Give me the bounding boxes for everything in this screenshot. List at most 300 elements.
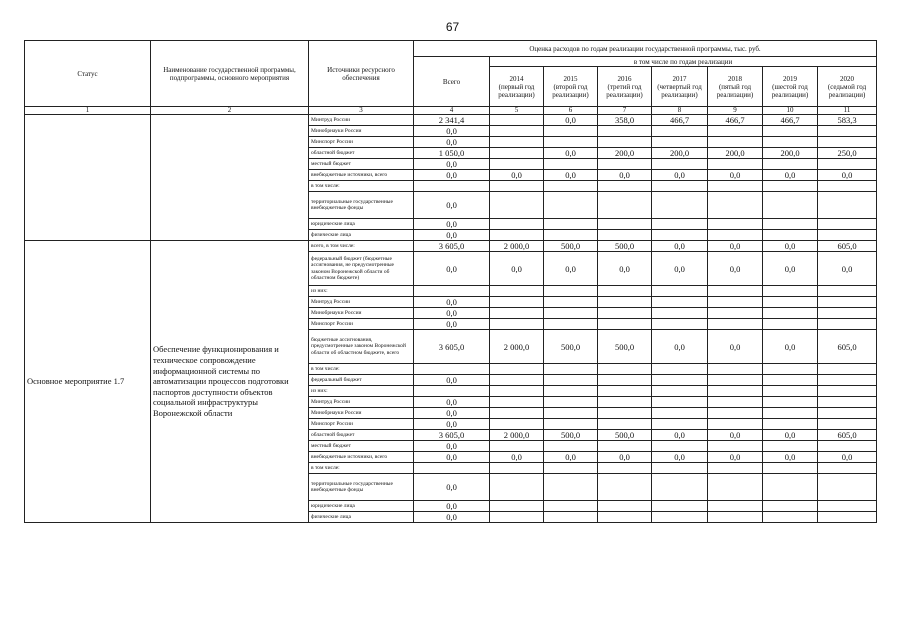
header-year-label: 2015 xyxy=(563,74,578,83)
source-cell: Минобрнауки России xyxy=(309,126,414,137)
year-value-cell: 466,7 xyxy=(763,115,818,126)
year-value-cell xyxy=(818,181,877,192)
column-number: 1 xyxy=(25,107,151,115)
year-value-cell xyxy=(818,286,877,297)
year-value-cell: 500,0 xyxy=(598,430,652,441)
year-value-cell xyxy=(598,230,652,241)
year-value-cell xyxy=(490,230,544,241)
year-value-cell xyxy=(598,137,652,148)
year-value-cell: 500,0 xyxy=(544,430,598,441)
year-value-cell: 2 000,0 xyxy=(490,241,544,252)
source-cell: Минобрнауки России xyxy=(309,308,414,319)
year-value-cell: 0,0 xyxy=(544,252,598,286)
year-value-cell: 466,7 xyxy=(652,115,708,126)
year-value-cell xyxy=(544,386,598,397)
year-value-cell xyxy=(544,181,598,192)
year-value-cell xyxy=(544,192,598,219)
year-value-cell: 0,0 xyxy=(652,170,708,181)
year-value-cell xyxy=(763,297,818,308)
year-value-cell xyxy=(652,192,708,219)
year-value-cell: 583,3 xyxy=(818,115,877,126)
year-value-cell xyxy=(652,308,708,319)
year-value-cell xyxy=(818,441,877,452)
year-value-cell xyxy=(708,408,763,419)
source-cell: в том числе: xyxy=(309,463,414,474)
header-name: Наименование государственной программы, подпрограммы, основного мероприятия xyxy=(151,41,309,107)
year-value-cell xyxy=(818,159,877,170)
year-value-cell xyxy=(544,319,598,330)
header-year-note: (первый год реализации) xyxy=(498,82,535,99)
source-cell: Минтруд России xyxy=(309,115,414,126)
year-value-cell xyxy=(544,219,598,230)
column-number: 4 xyxy=(414,107,490,115)
year-value-cell xyxy=(818,219,877,230)
year-value-cell xyxy=(818,512,877,523)
header-year-label: 2020 xyxy=(840,74,855,83)
year-value-cell: 0,0 xyxy=(598,170,652,181)
year-value-cell xyxy=(544,474,598,501)
source-cell: физические лица xyxy=(309,230,414,241)
year-value-cell xyxy=(598,512,652,523)
source-cell: в том числе: xyxy=(309,181,414,192)
year-value-cell: 250,0 xyxy=(818,148,877,159)
total-cell xyxy=(414,463,490,474)
year-value-cell xyxy=(763,126,818,137)
total-cell: 0,0 xyxy=(414,297,490,308)
year-value-cell xyxy=(708,512,763,523)
year-value-cell xyxy=(598,308,652,319)
source-cell: местный бюджет xyxy=(309,159,414,170)
total-cell: 0,0 xyxy=(414,126,490,137)
header-year-label: 2017 xyxy=(672,74,687,83)
year-value-cell xyxy=(652,297,708,308)
year-value-cell xyxy=(544,364,598,375)
year-value-cell xyxy=(763,474,818,501)
header-year xyxy=(708,67,763,107)
year-value-cell xyxy=(598,126,652,137)
year-value-cell xyxy=(598,297,652,308)
year-value-cell xyxy=(818,364,877,375)
name-cell-blank xyxy=(151,115,309,241)
year-value-cell xyxy=(818,386,877,397)
year-value-cell xyxy=(818,419,877,430)
year-value-cell xyxy=(763,308,818,319)
source-cell: бюджетные ассигнования, предусмотренные законом Воронежской области об областном бюджете, всего xyxy=(309,330,414,364)
year-value-cell xyxy=(490,126,544,137)
year-value-cell xyxy=(763,386,818,397)
year-value-cell xyxy=(544,308,598,319)
year-value-cell: 0,0 xyxy=(544,148,598,159)
year-value-cell xyxy=(652,419,708,430)
total-cell: 0,0 xyxy=(414,419,490,430)
year-value-cell xyxy=(652,512,708,523)
activity-status: Основное мероприятие 1.7 xyxy=(25,241,151,523)
year-value-cell: 0,0 xyxy=(652,330,708,364)
year-value-cell xyxy=(708,219,763,230)
year-value-cell xyxy=(708,375,763,386)
year-value-cell xyxy=(490,286,544,297)
header-estimate: Оценка расходов по годам реализации государственной программы, тыс. руб. xyxy=(414,41,877,57)
year-value-cell xyxy=(818,192,877,219)
year-value-cell xyxy=(652,441,708,452)
year-value-cell: 605,0 xyxy=(818,430,877,441)
year-value-cell xyxy=(544,408,598,419)
year-value-cell: 0,0 xyxy=(544,452,598,463)
year-value-cell xyxy=(598,474,652,501)
year-value-cell xyxy=(490,512,544,523)
year-value-cell: 0,0 xyxy=(490,452,544,463)
total-cell: 0,0 xyxy=(414,474,490,501)
year-value-cell xyxy=(708,159,763,170)
total-cell: 0,0 xyxy=(414,219,490,230)
column-number: 3 xyxy=(309,107,414,115)
year-value-cell xyxy=(763,230,818,241)
year-value-cell: 466,7 xyxy=(708,115,763,126)
year-value-cell: 0,0 xyxy=(708,430,763,441)
year-value-cell: 0,0 xyxy=(708,170,763,181)
year-value-cell xyxy=(652,230,708,241)
year-value-cell: 500,0 xyxy=(598,241,652,252)
year-value-cell xyxy=(490,375,544,386)
total-cell: 0,0 xyxy=(414,408,490,419)
source-cell: из них: xyxy=(309,286,414,297)
year-value-cell xyxy=(763,419,818,430)
header-year-note: (третий год реализации) xyxy=(606,82,643,99)
year-value-cell xyxy=(652,286,708,297)
year-value-cell xyxy=(763,364,818,375)
total-cell: 0,0 xyxy=(414,375,490,386)
year-value-cell xyxy=(652,463,708,474)
header-year-note: (четвертый год реализации) xyxy=(657,82,702,99)
source-cell: Минспорт России xyxy=(309,319,414,330)
source-cell: областной бюджет xyxy=(309,148,414,159)
year-value-cell xyxy=(598,501,652,512)
year-value-cell xyxy=(490,386,544,397)
year-value-cell xyxy=(544,463,598,474)
year-value-cell xyxy=(763,219,818,230)
year-value-cell: 0,0 xyxy=(652,252,708,286)
total-cell: 0,0 xyxy=(414,452,490,463)
year-value-cell xyxy=(544,441,598,452)
year-value-cell xyxy=(708,319,763,330)
year-value-cell: 0,0 xyxy=(818,452,877,463)
year-value-cell: 0,0 xyxy=(818,170,877,181)
source-cell: территориальные государственные внебюджетные фонды xyxy=(309,474,414,501)
source-cell: юридические лица xyxy=(309,501,414,512)
year-value-cell: 605,0 xyxy=(818,241,877,252)
year-value-cell xyxy=(598,441,652,452)
total-cell: 0,0 xyxy=(414,512,490,523)
column-number: 6 xyxy=(544,107,598,115)
status-cell-blank xyxy=(25,115,151,241)
column-number: 10 xyxy=(763,107,818,115)
year-value-cell xyxy=(490,297,544,308)
year-value-cell xyxy=(763,441,818,452)
year-value-cell xyxy=(708,308,763,319)
year-value-cell xyxy=(652,501,708,512)
total-cell: 3 605,0 xyxy=(414,430,490,441)
year-value-cell xyxy=(818,319,877,330)
year-value-cell xyxy=(598,397,652,408)
total-cell: 3 605,0 xyxy=(414,330,490,364)
year-value-cell: 0,0 xyxy=(652,430,708,441)
header-year xyxy=(490,67,544,107)
year-value-cell xyxy=(818,126,877,137)
total-cell: 0,0 xyxy=(414,319,490,330)
year-value-cell xyxy=(708,397,763,408)
year-value-cell xyxy=(763,463,818,474)
year-value-cell xyxy=(598,319,652,330)
total-cell: 0,0 xyxy=(414,230,490,241)
year-value-cell xyxy=(490,397,544,408)
year-value-cell xyxy=(818,463,877,474)
total-cell: 0,0 xyxy=(414,159,490,170)
year-value-cell xyxy=(708,230,763,241)
year-value-cell xyxy=(490,148,544,159)
header-year-label: 2016 xyxy=(617,74,632,83)
total-cell xyxy=(414,386,490,397)
year-value-cell xyxy=(818,408,877,419)
year-value-cell xyxy=(544,230,598,241)
budget-table xyxy=(24,40,877,523)
year-value-cell xyxy=(544,419,598,430)
year-value-cell: 0,0 xyxy=(544,170,598,181)
year-value-cell xyxy=(652,219,708,230)
header-year-note: (шестой год реализации) xyxy=(771,82,809,99)
year-value-cell xyxy=(652,319,708,330)
header-total: Всего xyxy=(414,57,490,107)
header-year-label: 2014 xyxy=(509,74,524,83)
total-cell: 1 050,0 xyxy=(414,148,490,159)
year-value-cell xyxy=(598,419,652,430)
year-value-cell xyxy=(708,181,763,192)
year-value-cell: 0,0 xyxy=(598,252,652,286)
year-value-cell: 0,0 xyxy=(708,241,763,252)
header-year xyxy=(544,67,598,107)
source-cell: внебюджетные источники, всего xyxy=(309,170,414,181)
year-value-cell xyxy=(598,463,652,474)
year-value-cell xyxy=(708,419,763,430)
header-year-label: 2019 xyxy=(783,74,797,83)
header-including: в том числе по годам реализации xyxy=(490,57,877,67)
year-value-cell xyxy=(818,297,877,308)
year-value-cell xyxy=(818,474,877,501)
year-value-cell xyxy=(818,230,877,241)
total-cell: 0,0 xyxy=(414,501,490,512)
year-value-cell xyxy=(652,474,708,501)
year-value-cell xyxy=(652,181,708,192)
year-value-cell xyxy=(544,126,598,137)
source-cell: территориальные государственные внебюджетные фонды xyxy=(309,192,414,219)
column-number: 11 xyxy=(818,107,877,115)
year-value-cell: 0,0 xyxy=(490,252,544,286)
header-year-note: (седьмой год реализации) xyxy=(827,82,867,99)
year-value-cell xyxy=(763,286,818,297)
column-number: 2 xyxy=(151,107,309,115)
year-value-cell: 0,0 xyxy=(818,252,877,286)
year-value-cell xyxy=(544,297,598,308)
year-value-cell xyxy=(490,364,544,375)
total-cell: 0,0 xyxy=(414,137,490,148)
year-value-cell xyxy=(818,308,877,319)
source-cell: юридические лица xyxy=(309,219,414,230)
year-value-cell xyxy=(708,126,763,137)
year-value-cell: 2 000,0 xyxy=(490,330,544,364)
year-value-cell xyxy=(490,308,544,319)
year-value-cell xyxy=(763,375,818,386)
year-value-cell xyxy=(490,408,544,419)
year-value-cell: 0,0 xyxy=(598,452,652,463)
year-value-cell xyxy=(652,386,708,397)
header-year-note: (пятый год реализации) xyxy=(716,82,754,99)
year-value-cell: 0,0 xyxy=(763,170,818,181)
year-value-cell xyxy=(708,501,763,512)
source-cell: Минспорт России xyxy=(309,137,414,148)
year-value-cell xyxy=(490,474,544,501)
source-cell: Минспорт России xyxy=(309,419,414,430)
source-cell: внебюджетные источники, всего xyxy=(309,452,414,463)
year-value-cell xyxy=(652,375,708,386)
header-year-label: 2018 xyxy=(728,74,742,83)
year-value-cell xyxy=(708,192,763,219)
year-value-cell xyxy=(763,512,818,523)
total-cell xyxy=(414,364,490,375)
source-cell: всего, в том числе: xyxy=(309,241,414,252)
year-value-cell: 605,0 xyxy=(818,330,877,364)
year-value-cell: 200,0 xyxy=(763,148,818,159)
total-cell xyxy=(414,181,490,192)
year-value-cell: 500,0 xyxy=(544,241,598,252)
table-row xyxy=(25,241,877,252)
year-value-cell: 0,0 xyxy=(708,452,763,463)
column-number: 5 xyxy=(490,107,544,115)
year-value-cell xyxy=(544,501,598,512)
year-value-cell: 0,0 xyxy=(544,115,598,126)
year-value-cell xyxy=(708,286,763,297)
year-value-cell xyxy=(763,181,818,192)
year-value-cell xyxy=(763,137,818,148)
activity-name: Обеспечение функционирования и техническое сопровождение информационной системы по автоматизации процессов подготовки паспортов доступности объектов социальной инфраструктуры Воронежской области xyxy=(151,241,309,523)
page-number: 67 xyxy=(445,20,460,34)
total-cell: 0,0 xyxy=(414,397,490,408)
year-value-cell xyxy=(544,137,598,148)
year-value-cell xyxy=(652,408,708,419)
year-value-cell xyxy=(598,181,652,192)
header-year xyxy=(763,67,818,107)
year-value-cell xyxy=(818,397,877,408)
column-number: 9 xyxy=(708,107,763,115)
year-value-cell xyxy=(763,408,818,419)
year-value-cell: 0,0 xyxy=(490,170,544,181)
source-cell: федеральный бюджет xyxy=(309,375,414,386)
year-value-cell: 0,0 xyxy=(708,252,763,286)
year-value-cell: 0,0 xyxy=(652,452,708,463)
year-value-cell: 2 000,0 xyxy=(490,430,544,441)
header-year xyxy=(652,67,708,107)
total-cell xyxy=(414,286,490,297)
year-value-cell: 358,0 xyxy=(598,115,652,126)
year-value-cell xyxy=(708,386,763,397)
year-value-cell xyxy=(544,512,598,523)
source-cell: в том числе: xyxy=(309,364,414,375)
year-value-cell: 200,0 xyxy=(652,148,708,159)
year-value-cell xyxy=(598,159,652,170)
year-value-cell: 0,0 xyxy=(763,241,818,252)
year-value-cell xyxy=(708,441,763,452)
year-value-cell xyxy=(598,192,652,219)
year-value-cell xyxy=(818,501,877,512)
year-value-cell xyxy=(490,501,544,512)
total-cell: 0,0 xyxy=(414,170,490,181)
year-value-cell xyxy=(544,375,598,386)
year-value-cell xyxy=(598,408,652,419)
year-value-cell xyxy=(490,159,544,170)
year-value-cell: 0,0 xyxy=(652,241,708,252)
year-value-cell: 200,0 xyxy=(708,148,763,159)
year-value-cell xyxy=(490,441,544,452)
year-value-cell xyxy=(708,297,763,308)
source-cell: Минобрнауки России xyxy=(309,408,414,419)
year-value-cell xyxy=(544,286,598,297)
year-value-cell xyxy=(598,375,652,386)
total-cell: 2 341,4 xyxy=(414,115,490,126)
source-cell: Минтруд России xyxy=(309,297,414,308)
source-cell: областной бюджет xyxy=(309,430,414,441)
year-value-cell xyxy=(490,137,544,148)
year-value-cell xyxy=(490,219,544,230)
total-cell: 3 605,0 xyxy=(414,241,490,252)
total-cell: 0,0 xyxy=(414,441,490,452)
year-value-cell: 0,0 xyxy=(763,452,818,463)
year-value-cell: 500,0 xyxy=(598,330,652,364)
header-year xyxy=(818,67,877,107)
year-value-cell: 0,0 xyxy=(763,330,818,364)
source-cell: Минтруд России xyxy=(309,397,414,408)
year-value-cell xyxy=(652,397,708,408)
total-cell: 0,0 xyxy=(414,192,490,219)
year-value-cell xyxy=(598,364,652,375)
year-value-cell xyxy=(490,463,544,474)
year-value-cell xyxy=(490,192,544,219)
total-cell: 0,0 xyxy=(414,252,490,286)
year-value-cell: 0,0 xyxy=(763,430,818,441)
year-value-cell xyxy=(652,364,708,375)
total-cell: 0,0 xyxy=(414,308,490,319)
year-value-cell xyxy=(708,137,763,148)
year-value-cell: 500,0 xyxy=(544,330,598,364)
year-value-cell xyxy=(818,375,877,386)
year-value-cell xyxy=(490,115,544,126)
year-value-cell xyxy=(763,192,818,219)
header-sources: Источники ресурсного обеспечения xyxy=(309,41,414,107)
year-value-cell xyxy=(652,126,708,137)
year-value-cell xyxy=(490,419,544,430)
source-cell: местный бюджет xyxy=(309,441,414,452)
year-value-cell xyxy=(544,397,598,408)
year-value-cell xyxy=(763,501,818,512)
table-row xyxy=(25,115,877,126)
header-year-note: (второй год реализации) xyxy=(552,82,589,99)
header-year xyxy=(598,67,652,107)
year-value-cell xyxy=(598,219,652,230)
year-value-cell xyxy=(652,137,708,148)
year-value-cell xyxy=(763,319,818,330)
year-value-cell xyxy=(708,463,763,474)
source-cell: из них: xyxy=(309,386,414,397)
year-value-cell xyxy=(598,386,652,397)
year-value-cell xyxy=(708,474,763,501)
year-value-cell xyxy=(763,397,818,408)
